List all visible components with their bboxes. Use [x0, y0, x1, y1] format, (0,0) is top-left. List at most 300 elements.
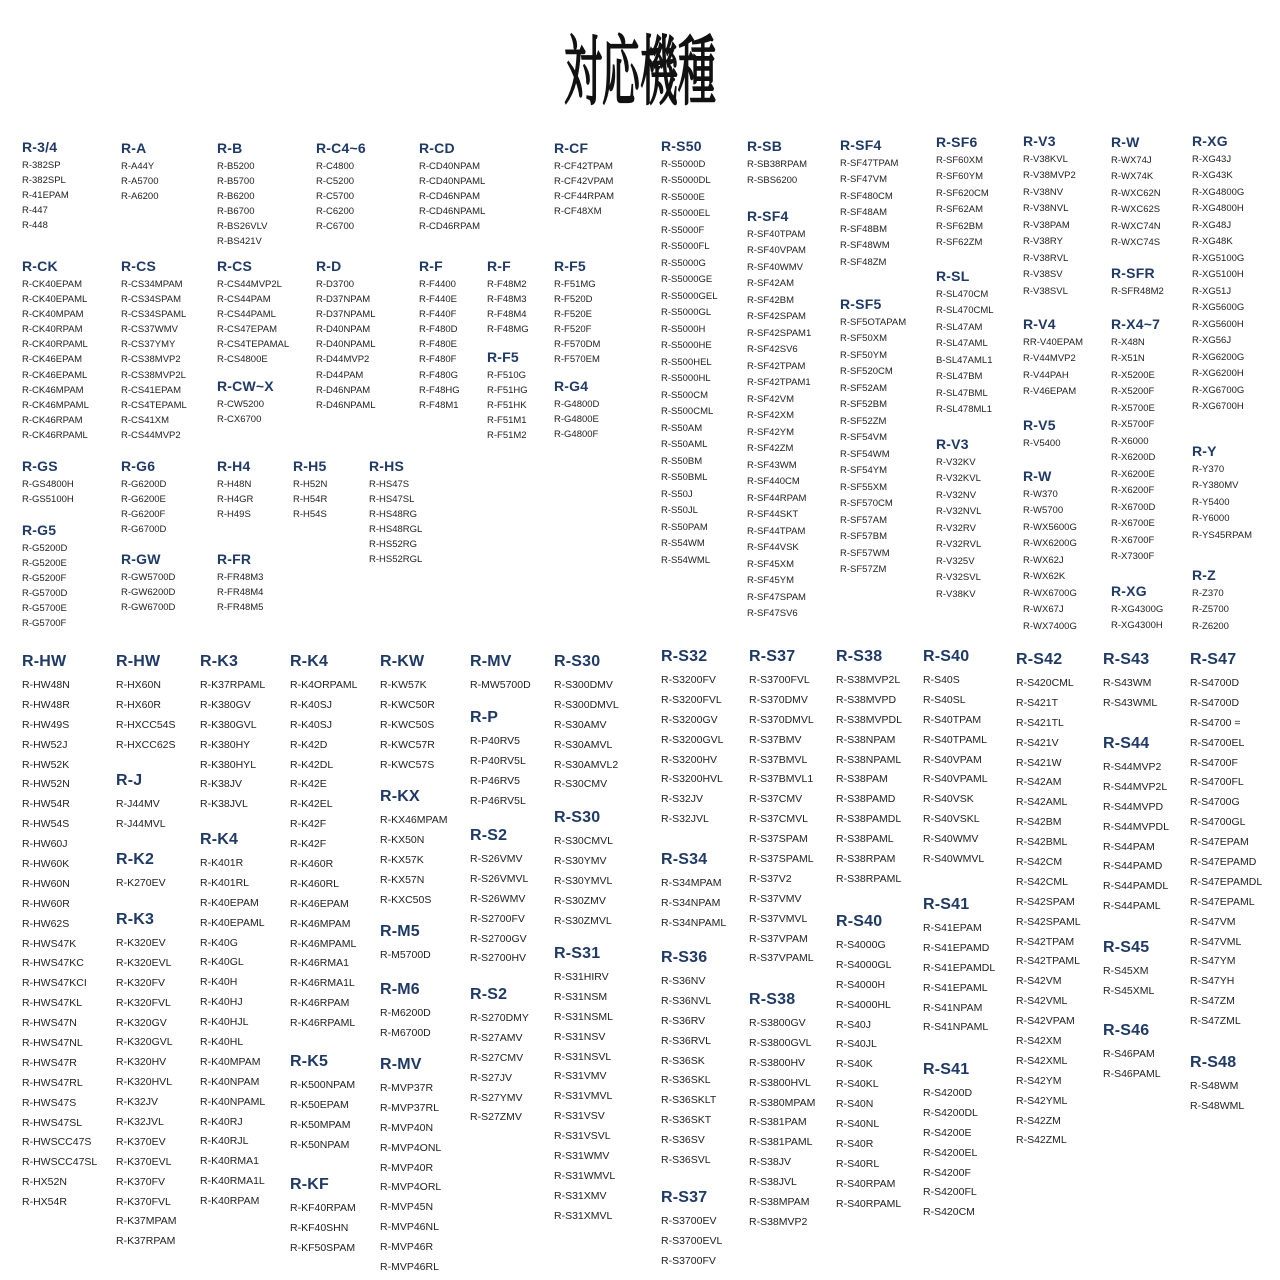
series-group	[836, 643, 902, 890]
series-group	[1023, 415, 1061, 453]
model-number: R-MVP37RL	[380, 1101, 439, 1114]
model-number: R-GW5700D	[121, 571, 176, 583]
model-number: R-F51M1	[487, 415, 527, 427]
model-number: R-HX52N	[22, 1176, 67, 1189]
model-number: R-SF44TPAM	[747, 525, 806, 537]
model-number: R-CS44MVP2L	[217, 278, 282, 290]
model-number: R-K40RJ	[200, 1115, 243, 1128]
model-list	[1111, 602, 1163, 635]
series-heading: R-F5	[554, 257, 586, 274]
model-number: R-S27ZMV	[470, 1111, 522, 1124]
model-number: R-K37RPAML	[200, 679, 266, 691]
model-number: R-J44MV	[116, 798, 160, 810]
series-group	[380, 1051, 441, 1278]
model-list	[936, 455, 981, 604]
model-number: R-SF52AM	[840, 382, 887, 394]
model-number: R-K40SJ	[290, 718, 333, 731]
model-number: R-S2700HV	[470, 952, 527, 965]
model-number: R-S30AMVL	[554, 738, 613, 751]
model-list	[661, 671, 723, 830]
model-number: R-MVP46R	[380, 1241, 434, 1254]
model-number: R-KX57N	[380, 873, 425, 886]
model-number: R-MVP46RL	[380, 1261, 439, 1274]
model-number: R-S26VMVL	[470, 872, 529, 885]
series-heading: R-XG	[1111, 582, 1147, 599]
model-number: R-CK40EPAML	[22, 293, 88, 305]
model-number: R-K320EV	[116, 937, 166, 949]
model-number: R-K40NPAM	[200, 1075, 260, 1088]
model-number: R-K40GL	[200, 956, 244, 969]
series-heading: R-S36	[661, 949, 708, 966]
model-number: R-H4GR	[217, 493, 254, 505]
model-number: R-HX60R	[116, 698, 161, 711]
series-heading: R-M6	[380, 981, 420, 998]
model-list	[380, 676, 435, 775]
series-group	[1016, 646, 1081, 1151]
model-number: R-XG48J	[1192, 219, 1232, 231]
model-number: R-HX60N	[116, 679, 161, 691]
model-number: R-S45XML	[1103, 984, 1155, 997]
model-number: R-F520E	[554, 308, 593, 320]
model-number: R-S381PAML	[749, 1136, 813, 1149]
series-group	[554, 804, 613, 931]
model-number: R-XG56J	[1192, 335, 1232, 346]
model-number: R-CD46NPAM	[419, 190, 481, 202]
model-number: R-H54S	[293, 508, 327, 520]
model-list	[1016, 674, 1081, 1151]
model-number: R-S37VMV	[749, 892, 802, 905]
series-group	[836, 908, 901, 1214]
model-number: R-SF54VM	[840, 432, 887, 443]
model-number: R-SF42ZM	[747, 443, 794, 454]
model-number: R-K320HVL	[116, 1076, 173, 1089]
model-number: R-SF62ZM	[936, 237, 983, 248]
series-heading: R-S46	[1103, 1022, 1150, 1039]
model-number: RR-V40EPAM	[1023, 336, 1084, 348]
model-number: R-K37RPAM	[116, 1235, 176, 1248]
model-list	[747, 157, 807, 190]
series-heading: R-GS	[22, 457, 58, 474]
model-number: R-HWS47KL	[22, 997, 83, 1010]
model-list	[200, 854, 265, 1212]
model-number: R-FR48M4	[217, 586, 264, 598]
series-heading: R-SF4	[840, 136, 882, 153]
model-number: R-SF44VSK	[747, 542, 799, 553]
series-heading: R-XG	[1192, 132, 1228, 149]
model-number: R-S4700EL	[1190, 736, 1245, 749]
model-list	[200, 676, 265, 815]
model-number: R-S370DMVL	[749, 713, 814, 726]
model-list	[840, 156, 898, 272]
model-number: R-S37BMV	[749, 733, 802, 746]
series-heading: R-W	[1111, 133, 1140, 150]
series-heading: R-S41	[923, 896, 970, 913]
model-number: R-S40R	[836, 1137, 874, 1150]
series-heading: R-S32	[661, 648, 708, 665]
model-number: R-S44PAM	[1103, 840, 1155, 853]
series-group	[661, 944, 716, 1171]
model-list	[747, 227, 811, 623]
model-number: R-S42TPAML	[1016, 955, 1080, 968]
model-number: R-S38MVP2	[749, 1215, 808, 1228]
series-heading: R-HW	[116, 653, 161, 670]
model-list	[1023, 487, 1077, 636]
model-number: R-CD40NPAML	[419, 175, 486, 187]
model-number: R-W370	[1023, 488, 1058, 500]
model-number: R-V38RY	[1023, 236, 1063, 247]
model-number: R-MVP45N	[380, 1201, 434, 1214]
model-number: R-S44PAMDL	[1103, 880, 1169, 893]
model-number: R-S47ZM	[1190, 995, 1235, 1008]
model-number: R-S37CMV	[749, 793, 803, 806]
model-list	[487, 277, 529, 338]
model-number: R-S36SK	[661, 1054, 705, 1067]
model-number: R-S270DMY	[470, 1012, 529, 1024]
model-number: R-S47EPAML	[1190, 895, 1255, 908]
series-group	[487, 347, 528, 444]
model-number: R-S37V2	[749, 872, 792, 885]
model-number: R-SF52BM	[840, 399, 887, 410]
model-number: R-CS4TEPAMAL	[217, 339, 290, 351]
model-number: R-F480F	[419, 354, 457, 366]
series-heading: R-CK	[22, 257, 58, 274]
model-number: R-SF62AM	[936, 204, 983, 215]
model-number: R-S40NL	[836, 1118, 880, 1131]
model-number: R-CS37YMY	[121, 339, 176, 351]
model-number: R-F48M1	[419, 400, 459, 411]
model-number: R-S31WMVL	[554, 1169, 616, 1182]
model-number: R-S5000DL	[661, 175, 711, 186]
series-heading: R-SB	[747, 137, 783, 154]
model-number: R-XG5600G	[1192, 302, 1245, 313]
model-number: R-KWC50S	[380, 718, 435, 731]
model-number: R-K40EPAM	[200, 896, 259, 909]
model-list	[1103, 962, 1154, 1002]
model-number: R-SF520CM	[840, 366, 893, 377]
model-number: R-S27YMV	[470, 1091, 523, 1104]
model-number: R-S37BMVL	[749, 753, 808, 766]
series-group	[121, 138, 159, 205]
series-heading: R-CS	[121, 257, 157, 274]
series-group	[290, 1171, 356, 1259]
model-list	[217, 570, 263, 616]
series-heading: R-HS	[369, 457, 405, 474]
series-heading: R-K5	[290, 1053, 329, 1070]
series-heading: R-CF	[554, 139, 589, 156]
model-number: R-CK46EPAML	[22, 369, 88, 381]
model-number: R-S5000D	[661, 158, 706, 170]
model-number: R-D44MVP2	[316, 354, 370, 366]
series-group	[1192, 441, 1252, 545]
model-number: R-K40HJ	[200, 996, 243, 1009]
model-number: R-SF42SPAM	[747, 311, 806, 322]
model-number: R-H54R	[293, 493, 328, 505]
series-group	[747, 136, 807, 190]
model-number: R-SF55XM	[840, 481, 887, 493]
model-number: R-CK40RPAM	[22, 324, 83, 336]
model-number: R-GW6700D	[121, 601, 176, 613]
model-number: R-HW52N	[22, 778, 70, 791]
model-number: R-448	[22, 220, 48, 232]
model-number: R-S4200F	[923, 1166, 971, 1179]
model-number: R-S5000FL	[661, 241, 710, 252]
model-number: R-Y5400	[1192, 496, 1230, 508]
model-list	[380, 1079, 441, 1278]
model-number: R-S31XMVL	[554, 1209, 613, 1222]
model-list	[121, 159, 159, 205]
model-number: R-S26VMV	[470, 853, 523, 865]
model-list	[217, 397, 274, 427]
page-title-text: 対応機種	[564, 27, 716, 116]
model-number: R-X7300F	[1111, 551, 1155, 562]
model-number: R-S3800HV	[749, 1056, 806, 1069]
series-heading: R-SFR	[1111, 264, 1155, 281]
model-number: R-S42BM	[1016, 816, 1062, 829]
model-number: R-F520F	[554, 324, 592, 336]
model-number: R-X5700E	[1111, 402, 1155, 414]
series-heading: R-G5	[22, 521, 57, 538]
model-number: R-K50NPAM	[290, 1138, 350, 1151]
model-number: R-S36NV	[661, 975, 706, 987]
model-number: R-K40RJL	[200, 1135, 249, 1148]
model-number: R-A6200	[121, 190, 159, 202]
model-number: R-S44PAMD	[1103, 860, 1163, 873]
model-number: R-S38RPAM	[836, 853, 896, 866]
model-number: R-CK46EPAM	[22, 354, 83, 366]
model-number: R-KF40RPAM	[290, 1202, 356, 1214]
series-group	[316, 138, 366, 235]
model-number: R-F51M2	[487, 430, 527, 442]
series-heading: R-S30	[554, 653, 601, 670]
model-list	[554, 968, 615, 1227]
model-number: R-HX54R	[22, 1196, 67, 1209]
model-number: R-CK40RPAML	[22, 339, 88, 351]
model-number: R-K46RMA1L	[290, 977, 355, 990]
model-number: R-A5700	[121, 175, 159, 187]
model-number: R-S381PAM	[749, 1116, 807, 1129]
model-number: R-HW60N	[22, 877, 70, 890]
model-number: R-S37VMVL	[749, 912, 808, 925]
model-number: B-SL47AML1	[936, 354, 993, 366]
model-number: R-S44MVP2	[1103, 761, 1162, 773]
model-number: R-S50JL	[661, 505, 698, 516]
model-number: R-382SPL	[22, 174, 66, 186]
series-heading: R-SF4	[747, 207, 789, 224]
model-number: R-P40RV5L	[470, 754, 526, 767]
model-number: R-HW54S	[22, 818, 70, 831]
model-number: R-G5200D	[22, 542, 68, 554]
model-number: R-S4200FL	[923, 1186, 977, 1199]
model-number: R-S46PAM	[1103, 1048, 1155, 1060]
model-number: R-SF44SKT	[747, 509, 799, 520]
model-number: R-S31VSV	[554, 1110, 605, 1123]
model-number: R-S3800HVL	[749, 1076, 811, 1089]
model-number: R-S34NPAML	[661, 916, 727, 929]
model-list	[661, 972, 716, 1171]
model-number: R-V38NVL	[1023, 203, 1069, 214]
model-number: R-S40SL	[923, 693, 966, 706]
model-number: R-S421V	[1016, 736, 1059, 749]
model-number: R-S42XML	[1016, 1054, 1068, 1067]
model-number: R-WXC74N	[1111, 220, 1161, 232]
model-number: R-HW54R	[22, 798, 70, 811]
model-number: R-K40EPAML	[200, 916, 265, 929]
model-number: R-CW5200	[217, 398, 264, 410]
model-number: R-CD40NPAM	[419, 160, 481, 172]
model-number: R-XG43J	[1192, 153, 1232, 165]
series-heading: R-G6	[121, 457, 156, 474]
model-number: R-S36SKL	[661, 1074, 711, 1087]
model-number: R-S40J	[836, 1018, 872, 1031]
series-heading: R-3/4	[22, 138, 58, 155]
model-number: R-SF48WM	[840, 240, 890, 251]
model-number: R-CS34MPAM	[121, 278, 183, 290]
model-number: R-V38NV	[1023, 186, 1064, 198]
model-number: R-S30AMV	[554, 718, 607, 731]
series-group	[1023, 466, 1077, 636]
series-group	[217, 549, 263, 616]
model-number: R-K500NPAM	[290, 1079, 356, 1091]
model-number: R-V5400	[1023, 437, 1061, 449]
model-number: R-CS37WMV	[121, 324, 179, 336]
series-group	[22, 256, 89, 444]
model-number: R-Y370	[1192, 463, 1225, 475]
model-number: R-S37SPAML	[749, 853, 814, 866]
model-number: R-S4000GL	[836, 958, 892, 971]
model-number: R-K50MPAM	[290, 1118, 351, 1131]
model-list	[1103, 1045, 1161, 1085]
model-number: R-S30ZMVL	[554, 914, 612, 927]
series-heading: R-K2	[116, 851, 155, 868]
model-number: R-J44MVL	[116, 817, 166, 830]
model-number: R-S5000GL	[661, 307, 712, 318]
model-number: R-K42E	[290, 778, 327, 791]
model-list	[290, 1199, 356, 1259]
series-group	[1111, 581, 1163, 635]
model-number: R-SF42TPAM1	[747, 377, 811, 388]
model-number: R-K42EL	[290, 798, 333, 811]
model-number: R-SF43WM	[747, 459, 797, 471]
model-number: R-XG6700H	[1192, 401, 1244, 412]
model-number: R-S31WMV	[554, 1150, 610, 1163]
model-number: R-HWS47KC	[22, 957, 84, 970]
model-number: R-S26WMV	[470, 892, 526, 905]
series-heading: R-S50	[661, 137, 702, 154]
model-number: R-X6200D	[1111, 452, 1156, 463]
model-number: R-XG43K	[1192, 170, 1233, 181]
model-number: R-G5700F	[22, 618, 67, 630]
model-number: R-D46NPAM	[316, 384, 371, 396]
model-number: R-K40RMA1	[200, 1155, 259, 1168]
model-number: R-HWS47N	[22, 1017, 77, 1030]
model-number: R-S44PAML	[1103, 900, 1161, 913]
model-number: R-S40WMV	[923, 833, 979, 846]
model-number: R-SFR48M2	[1111, 285, 1164, 297]
model-number: R-M6200D	[380, 1007, 431, 1019]
model-number: R-WX67J	[1023, 604, 1064, 615]
model-number: R-BS421V	[217, 236, 262, 248]
series-heading: R-H4	[217, 457, 251, 474]
model-number: R-HWSCC47S	[22, 1136, 92, 1149]
model-number: R-F51MG	[554, 278, 596, 290]
model-number: R-S37VPAML	[749, 952, 814, 965]
model-number: R-S34NPAM	[661, 896, 721, 909]
model-number: R-K401RL	[200, 876, 250, 889]
series-heading: R-P	[470, 709, 499, 726]
series-group	[200, 826, 265, 1212]
model-number: R-WXC62N	[1111, 187, 1161, 199]
series-heading: R-CD	[419, 139, 455, 156]
model-list	[217, 159, 268, 250]
model-number: R-S5000G	[661, 257, 706, 269]
model-number: R-X6200F	[1111, 485, 1155, 496]
model-number: R-V32SVL	[936, 572, 981, 583]
model-number: R-KX50N	[380, 833, 425, 846]
model-number: R-S3200FV	[661, 674, 716, 686]
model-number: R-SL47AM	[936, 321, 983, 333]
model-number: R-S47YH	[1190, 975, 1235, 988]
series-group	[470, 981, 529, 1128]
model-number: R-X5200E	[1111, 369, 1155, 381]
model-number: R-S43WM	[1103, 677, 1152, 689]
series-group	[380, 783, 448, 910]
model-number: R-K40RPAM	[200, 1195, 260, 1208]
model-number: R-G5700E	[22, 603, 67, 615]
model-list	[1103, 758, 1169, 917]
model-number: R-V38SV	[1023, 269, 1063, 280]
model-number: R-SF480CM	[840, 190, 893, 202]
model-list	[487, 368, 528, 444]
model-list	[316, 159, 366, 235]
series-group	[316, 256, 375, 414]
model-number: R-S47YM	[1190, 955, 1236, 968]
model-number: R-WX62K	[1023, 571, 1066, 582]
series-heading: R-K4	[290, 653, 329, 670]
model-number: R-S48WM	[1190, 1080, 1239, 1092]
model-number: R-S38NPAM	[836, 733, 896, 746]
model-number: R-MVP46NL	[380, 1221, 439, 1234]
model-number: R-KWC57R	[380, 738, 435, 751]
model-list	[836, 671, 902, 890]
model-number: R-K320HV	[116, 1056, 167, 1069]
series-heading: R-S40	[836, 913, 883, 930]
model-number: R-S38NPAML	[836, 753, 902, 766]
model-number: R-SF42TPAM	[747, 360, 806, 372]
model-number: R-S40VPAML	[923, 773, 988, 786]
model-number: R-K32JVL	[116, 1116, 164, 1129]
model-number: R-S5000GE	[661, 274, 713, 285]
model-number: R-MVP40N	[380, 1121, 434, 1134]
model-list	[22, 158, 69, 234]
model-number: R-S42AML	[1016, 796, 1068, 809]
model-number: R-S31VSVL	[554, 1130, 611, 1143]
model-number: R-X6700F	[1111, 534, 1155, 546]
model-number: R-SF50YM	[840, 349, 887, 361]
model-number: R-HW48N	[22, 679, 70, 691]
model-number: R-S38PAMDL	[836, 813, 902, 826]
series-group	[661, 1184, 722, 1272]
model-number: R-G4800D	[554, 398, 600, 410]
model-number: R-S4200D	[923, 1087, 973, 1099]
model-number: R-S47ZML	[1190, 1015, 1241, 1028]
series-heading: R-V5	[1023, 416, 1056, 433]
model-number: R-K40MPAM	[200, 1055, 261, 1068]
model-number: R-S380MPAM	[749, 1096, 816, 1109]
model-number: R-S40VSK	[923, 793, 974, 806]
series-heading: R-H5	[293, 457, 327, 474]
model-number: R-V32NVL	[936, 506, 982, 517]
series-heading: R-Y	[1192, 442, 1217, 459]
